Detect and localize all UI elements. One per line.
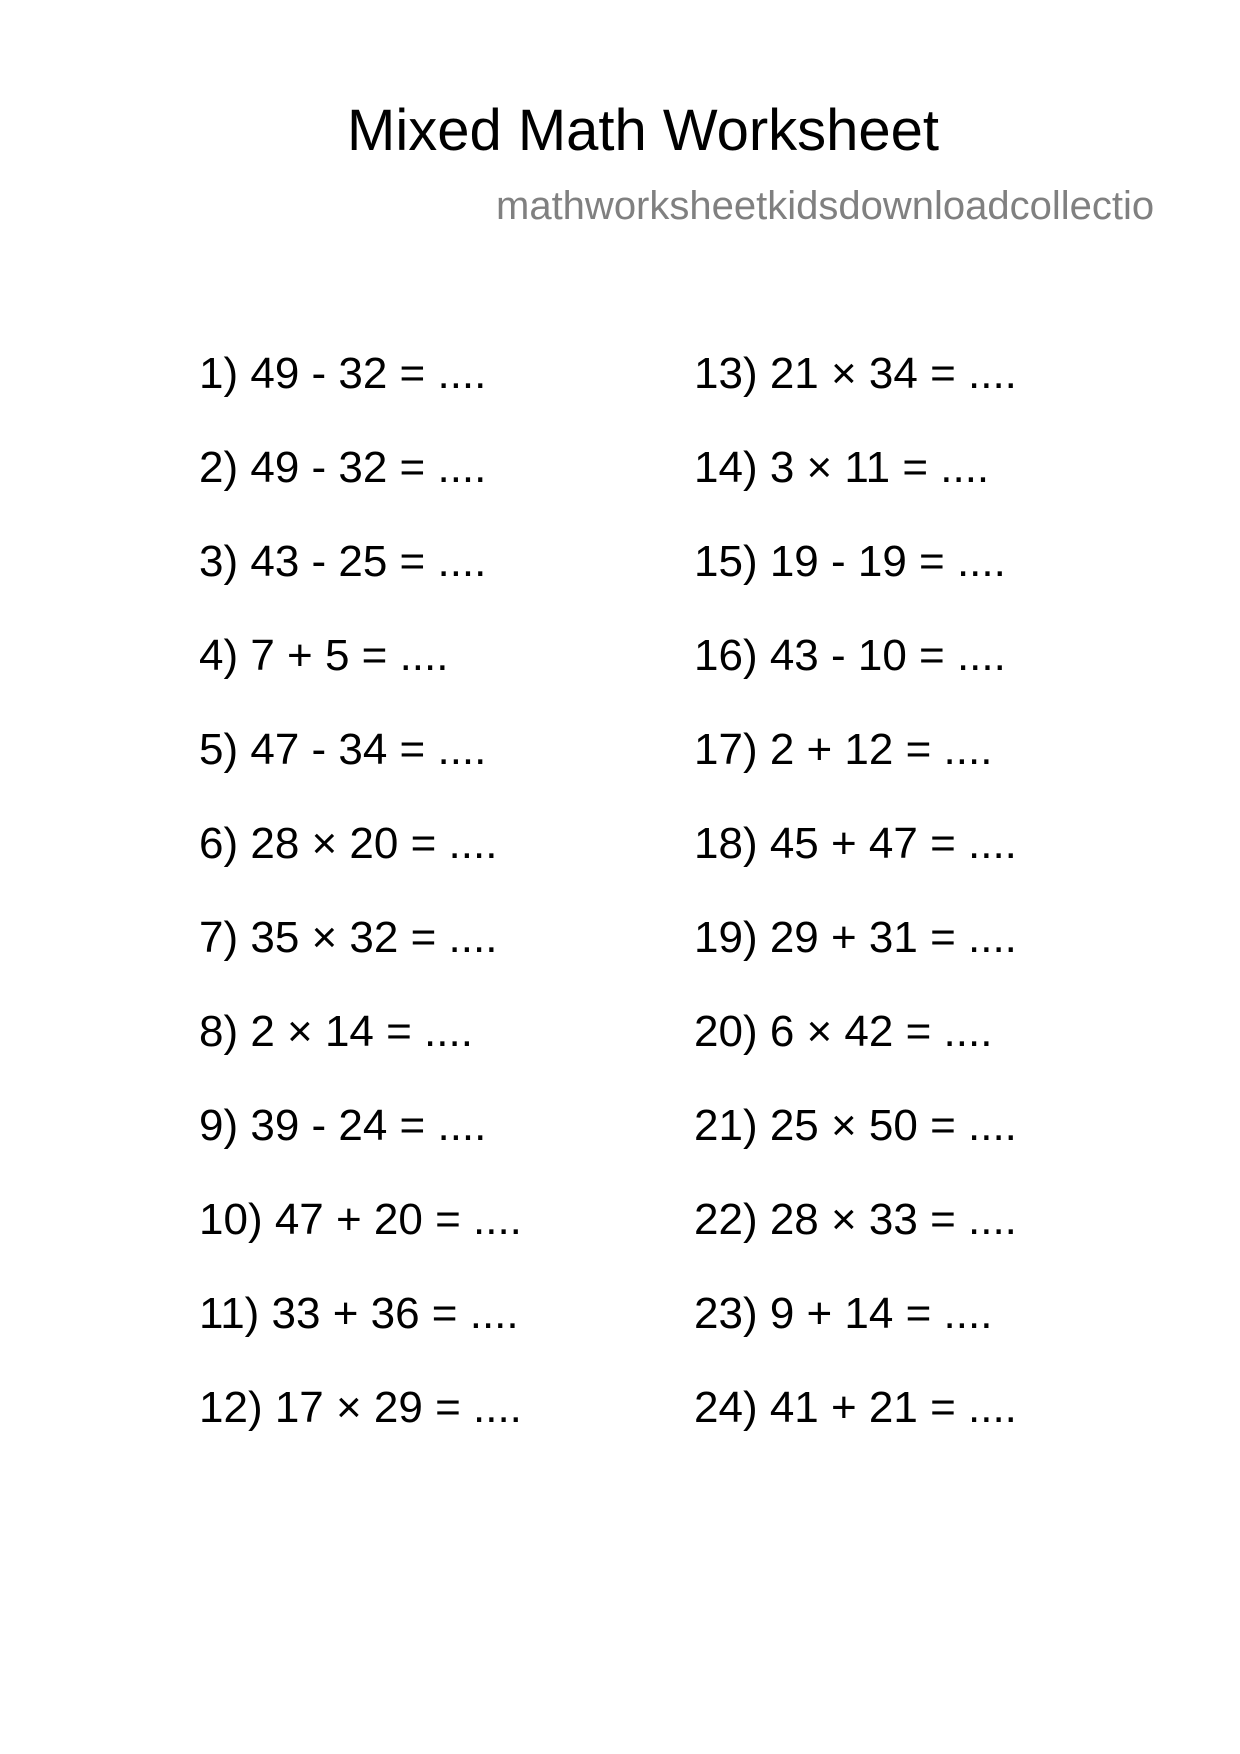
problem-item: 5) 47 - 34 = .... [199, 725, 487, 774]
problem-item: 14) 3 × 11 = .... [694, 443, 990, 492]
problem-item: 9) 39 - 24 = .... [199, 1101, 487, 1150]
website-watermark: mathworksheetkidsdownloadcollectio [496, 184, 1155, 228]
problem-item: 2) 49 - 32 = .... [199, 443, 487, 492]
problem-item: 7) 35 × 32 = .... [199, 913, 498, 962]
problem-item: 15) 19 - 19 = .... [694, 537, 1006, 586]
problem-item: 12) 17 × 29 = .... [199, 1383, 522, 1432]
problem-item: 16) 43 - 10 = .... [694, 631, 1006, 680]
problem-item: 6) 28 × 20 = .... [199, 819, 498, 868]
problem-item: 18) 45 + 47 = .... [694, 819, 1017, 868]
problem-item: 4) 7 + 5 = .... [199, 631, 449, 680]
problem-item: 13) 21 × 34 = .... [694, 349, 1017, 398]
problems-column-right [694, 347, 1017, 1475]
problem-item: 19) 29 + 31 = .... [694, 913, 1017, 962]
problem-item: 11) 33 + 36 = .... [199, 1289, 519, 1338]
problem-item: 22) 28 × 33 = .... [694, 1195, 1017, 1244]
problem-item: 3) 43 - 25 = .... [199, 537, 487, 586]
problem-item: 23) 9 + 14 = .... [694, 1289, 993, 1338]
problem-item: 1) 49 - 32 = .... [199, 349, 487, 398]
problem-item: 21) 25 × 50 = .... [694, 1101, 1017, 1150]
worksheet-title: Mixed Math Worksheet [347, 98, 940, 163]
problem-item: 17) 2 + 12 = .... [694, 725, 993, 774]
problem-item: 24) 41 + 21 = .... [694, 1383, 1017, 1432]
problem-item: 20) 6 × 42 = .... [694, 1007, 993, 1056]
problem-item: 10) 47 + 20 = .... [199, 1195, 522, 1244]
problems-column-left [199, 347, 522, 1475]
problem-item: 8) 2 × 14 = .... [199, 1007, 473, 1056]
